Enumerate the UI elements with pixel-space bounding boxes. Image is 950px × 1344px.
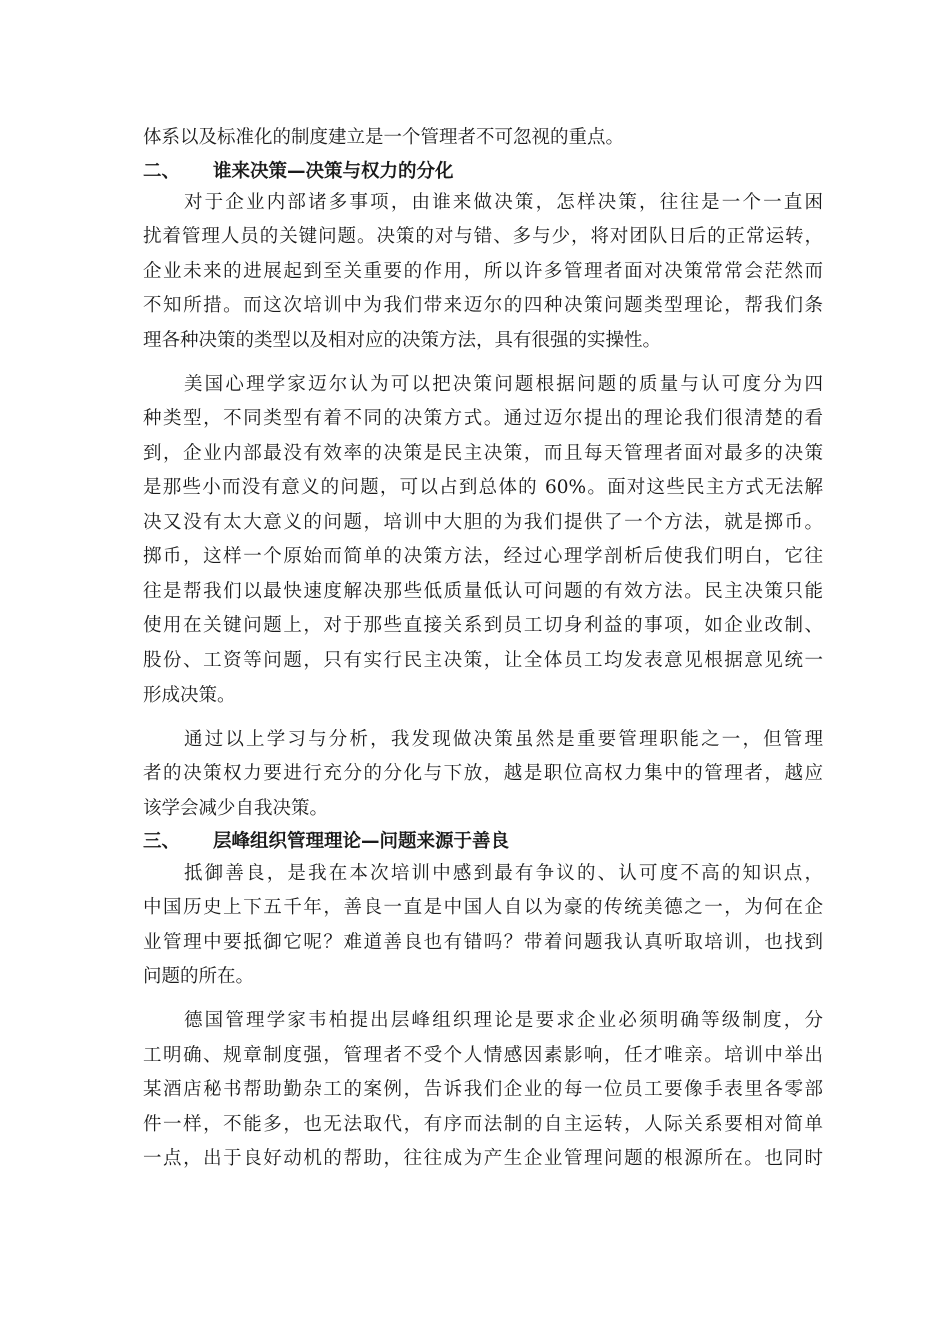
paragraph-line: 该学会减少自我决策。: [143, 798, 329, 819]
paragraph-line: 者的决策权力要进行充分的分化与下放，越是职位高权力集中的管理者，越应: [143, 763, 823, 784]
paragraph-line: 工明确、规章制度强，管理者不受个人情感因素影响，任才唯亲。培训中举出: [143, 1045, 823, 1066]
paragraph-line: 一点，出于良好动机的帮助，往往成为产生企业管理问题的根源所在。也同时: [143, 1148, 823, 1169]
intro-tail-line: 体系以及标准化的制度建立是一个管理者不可忽视的重点。: [143, 127, 625, 148]
section-2-title: 谁来决策—决策与权力的分化: [213, 161, 454, 182]
section-2-number: 二、: [143, 161, 181, 182]
paragraph-line: 形成决策。: [143, 685, 236, 706]
paragraph-line: 对于企业内部诸多事项，由谁来做决策，怎样决策，往往是一个一直困: [184, 192, 823, 213]
paragraph-line: 不知所措。而这次培训中为我们带来迈尔的四种决策问题类型理论，帮我们条: [143, 295, 823, 316]
paragraph-line: 掷币，这样一个原始而简单的决策方法，经过心理学剖析后使我们明白，它往: [143, 546, 823, 567]
paragraph-line: 企业未来的进展起到至关重要的作用，所以许多管理者面对决策常常会茫然而: [143, 261, 823, 282]
paragraph-line: 通过以上学习与分析，我发现做决策虽然是重要管理职能之一，但管理: [184, 729, 823, 750]
paragraph-line: 扰着管理人员的关键问题。决策的对与错、多与少，将对团队日后的正常运转，: [143, 226, 823, 247]
paragraph-line: 股份、工资等问题，只有实行民主决策，让全体员工均发表意见根据意见统一: [143, 650, 823, 671]
paragraph-line: 中国历史上下五千年，善良一直是中国人自以为豪的传统美德之一，为何在企: [143, 897, 823, 918]
paragraph-line: 决又没有太大意义的问题，培训中大胆的为我们提供了一个方法，就是掷币。: [143, 512, 823, 533]
paragraph-line: 抵御善良，是我在本次培训中感到最有争议的、认可度不高的知识点，: [184, 863, 823, 884]
section-3-number: 三、: [143, 831, 181, 852]
paragraph-line: 美国心理学家迈尔认为可以把决策问题根据问题的质量与认可度分为四: [184, 374, 823, 395]
paragraph-line: 理各种决策的类型以及相对应的决策方法，具有很强的实操性。: [143, 330, 662, 351]
paragraph-line: 件一样，不能多，也无法取代，有序而法制的自主运转，人际关系要相对简单: [143, 1114, 823, 1135]
paragraph-line: 问题的所在。: [143, 966, 255, 987]
section-3-heading: [143, 830, 823, 854]
section-2-heading: [143, 160, 823, 184]
paragraph-line: 到，企业内部最没有效率的决策是民主决策，而且每天管理者面对最多的决策: [143, 443, 823, 464]
paragraph-line: 德国管理学家韦柏提出层峰组织理论是要求企业必须明确等级制度，分: [184, 1010, 823, 1031]
paragraph-line: 是那些小而没有意义的问题，可以占到总体的 60%。面对这些民主方式无法解: [143, 477, 823, 498]
section-3-title: 层峰组织管理理论—问题来源于善良: [213, 831, 510, 852]
paragraph-line: 业管理中要抵御它呢？难道善良也有错吗？带着问题我认真听取培训，也找到: [143, 932, 823, 953]
paragraph-line: 种类型，不同类型有着不同的决策方式。通过迈尔提出的理论我们很清楚的看: [143, 408, 823, 429]
paragraph-line: 使用在关键问题上，对于那些直接关系到员工切身利益的事项，如企业改制、: [143, 615, 823, 636]
paragraph-line: 某酒店秘书帮助勤杂工的案例，告诉我们企业的每一位员工要像手表里各零部: [143, 1079, 823, 1100]
paragraph-line: 往是帮我们以最快速度解决那些低质量低认可问题的有效方法。民主决策只能: [143, 581, 823, 602]
